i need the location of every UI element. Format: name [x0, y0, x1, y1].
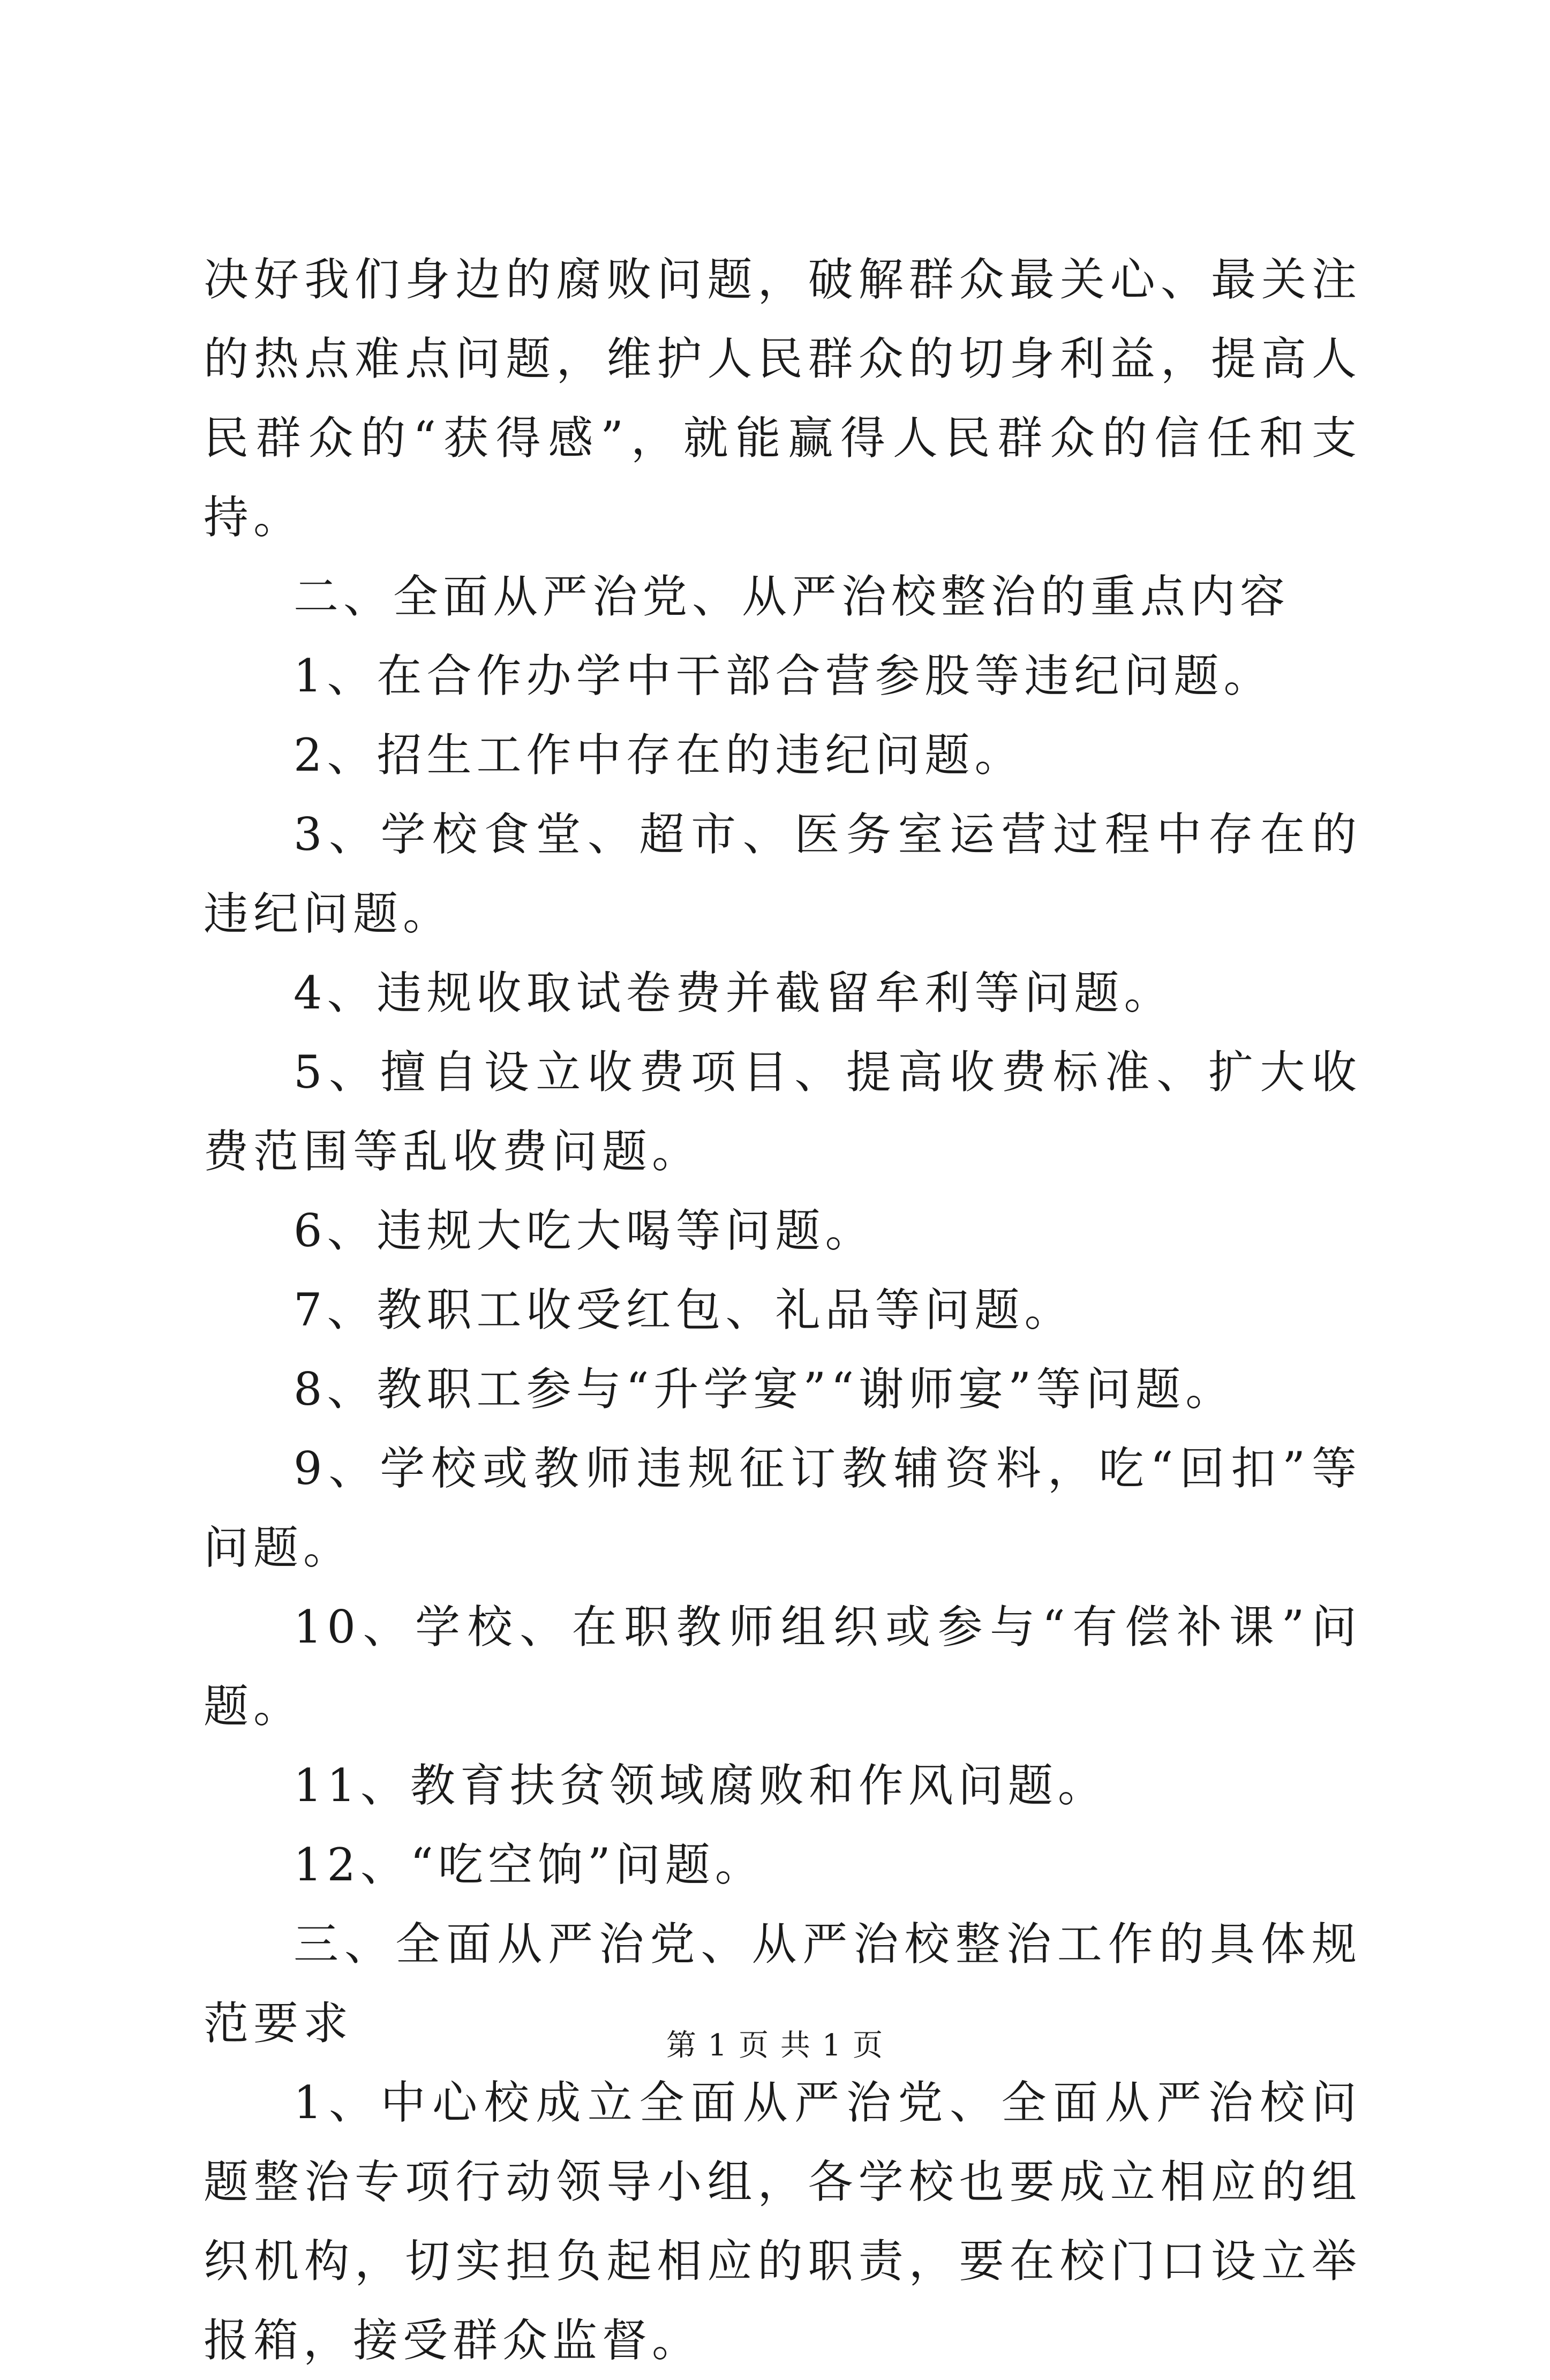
list-item: 1、在合作办学中干部合营参股等违纪问题。 [294, 650, 1274, 702]
list-item: 5、擅自设立收费项目、提高收费标准、扩大收费范围等乱收费问题。 [204, 1046, 1361, 1178]
list-item: 4、违规收取试卷费并截留牟利等问题。 [294, 967, 1174, 1019]
section-heading-3: 三、全面从严治党、从严治校整治工作的具体规范要求 [204, 1918, 1361, 2050]
list-item: 2、招生工作中存在的违纪问题。 [294, 729, 1025, 781]
list-item: 8、教职工参与“升学宴”“谢师宴”等问题。 [294, 1363, 1236, 1415]
page-footer: 第 1 页 共 1 页 [666, 2028, 884, 2063]
list-item: 3、学校食堂、超市、医务室运营过程中存在的违纪问题。 [204, 808, 1361, 940]
list-item: 11、教育扶贫领域腐败和作风问题。 [294, 1759, 1108, 1812]
list-item: 12、“吃空饷”问题。 [294, 1839, 765, 1891]
list-item: 9、学校或教师违规征订教辅资料，吃“回扣”等问题。 [204, 1442, 1361, 1574]
document-page [204, 0, 1361, 2367]
list-item: 6、违规大吃大喝等问题。 [294, 1204, 875, 1257]
list-item: 1、中心校成立全面从严治党、全面从严治校问题整治专项行动领导小组，各学校也要成立相应的组织机构，切实担负起相应的职责，要在校门口设立举报箱，接受群众监督。 [204, 2076, 1361, 2367]
list-item: 7、教职工收受红包、礼品等问题。 [294, 1284, 1074, 1336]
paragraph-continuation: 决好我们身边的腐败问题，破解群众最关心、最关注的热点难点问题，维护人民群众的切身利益，提高人民群众的“获得感”，就能赢得人民群众的信任和支持。 [204, 253, 1361, 544]
list-item: 10、学校、在职教师组织或参与“有偿补课”问题。 [204, 1601, 1361, 1733]
section-heading-2: 二、全面从严治党、从严治校整治的重点内容 [294, 570, 1290, 623]
